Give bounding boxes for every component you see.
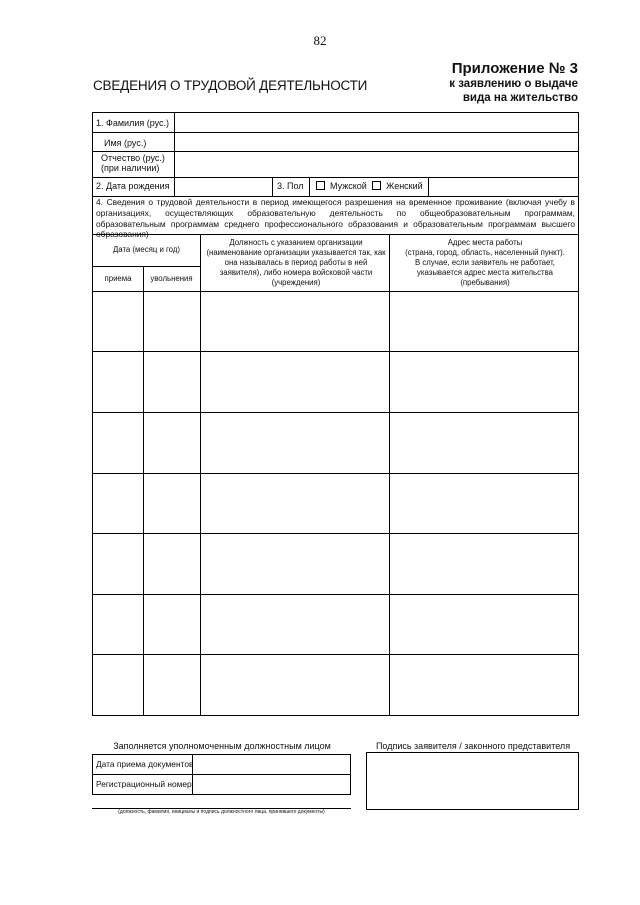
position-header: Должность с указанием организации (наименование организации указывается так, как она называлась в период работы в ней заявителя), либо номера войсковой части (учреждения): [206, 238, 386, 287]
signature-box[interactable]: [366, 752, 579, 810]
address-header: [393, 238, 577, 288]
sex-label: 3. Пол: [277, 181, 304, 191]
appendix-line-1: к заявлению о выдаче: [449, 78, 578, 90]
form-title: СВЕДЕНИЯ О ТРУДОВОЙ ДЕЯТЕЛЬНОСТИ: [93, 78, 368, 93]
date-header: Дата (месяц и год): [113, 245, 180, 254]
hire-header: приема: [104, 274, 132, 283]
patronymic-label-line-1: Отчество (рус.): [101, 153, 165, 163]
table-row-divider: [93, 412, 578, 413]
appendix-title: Приложение № 3: [451, 60, 578, 77]
appendix-line-2: вида на жительство: [462, 91, 578, 104]
section-4-text: 4. Сведения о трудовой деятельности в период имеющегося разрешения на временное проживание (включая учебу в организациях, осуществляющих образовательную деятельность по общеобразовательным программам, образовательным программам среднего профессионального образования и образовательным программам высшего образования): [96, 197, 575, 240]
female-checkbox[interactable]: [372, 181, 381, 190]
official-signature-caption: (должность, фамилия, инициалы и подпись должностного лица, принявшего документы): [118, 809, 325, 815]
surname-label: 1. Фамилия (рус.): [96, 118, 170, 128]
patronymic-label: [101, 154, 165, 174]
table-row-divider: [93, 533, 578, 534]
official-table: [92, 754, 351, 795]
reg-number-label: Регистрационный номер: [96, 779, 192, 789]
table-row-divider: [93, 473, 578, 474]
dismissal-header: увольнения: [150, 274, 193, 283]
address-header-line-1: Адрес места работы: [447, 238, 523, 247]
address-header-line-2: (страна, город, область, населенный пункт).: [405, 247, 565, 257]
patronymic-label-line-2: (при наличии): [101, 162, 160, 173]
signature-caption: Подпись заявителя / законного представителя: [375, 741, 571, 751]
table-row-divider: [93, 351, 578, 352]
appendix-block: [449, 60, 578, 106]
table-row-divider: [93, 654, 578, 655]
birth-date-label: 2. Дата рождения: [96, 181, 170, 191]
female-label: Женский: [386, 181, 423, 191]
table-row-divider: [93, 594, 578, 595]
page-number: 82: [313, 33, 327, 48]
doc-date-label: Дата приема документов: [96, 759, 194, 769]
male-label: Мужской: [330, 181, 367, 191]
main-form-frame: [92, 112, 579, 716]
official-caption: Заполняется уполномоченным должностным лицом: [113, 741, 331, 751]
male-checkbox[interactable]: [316, 181, 325, 190]
address-header-line-3: В случае, если заявитель не работает, указывается адрес места жительства (пребывания): [415, 257, 555, 287]
name-label: Имя (рус.): [104, 138, 147, 148]
